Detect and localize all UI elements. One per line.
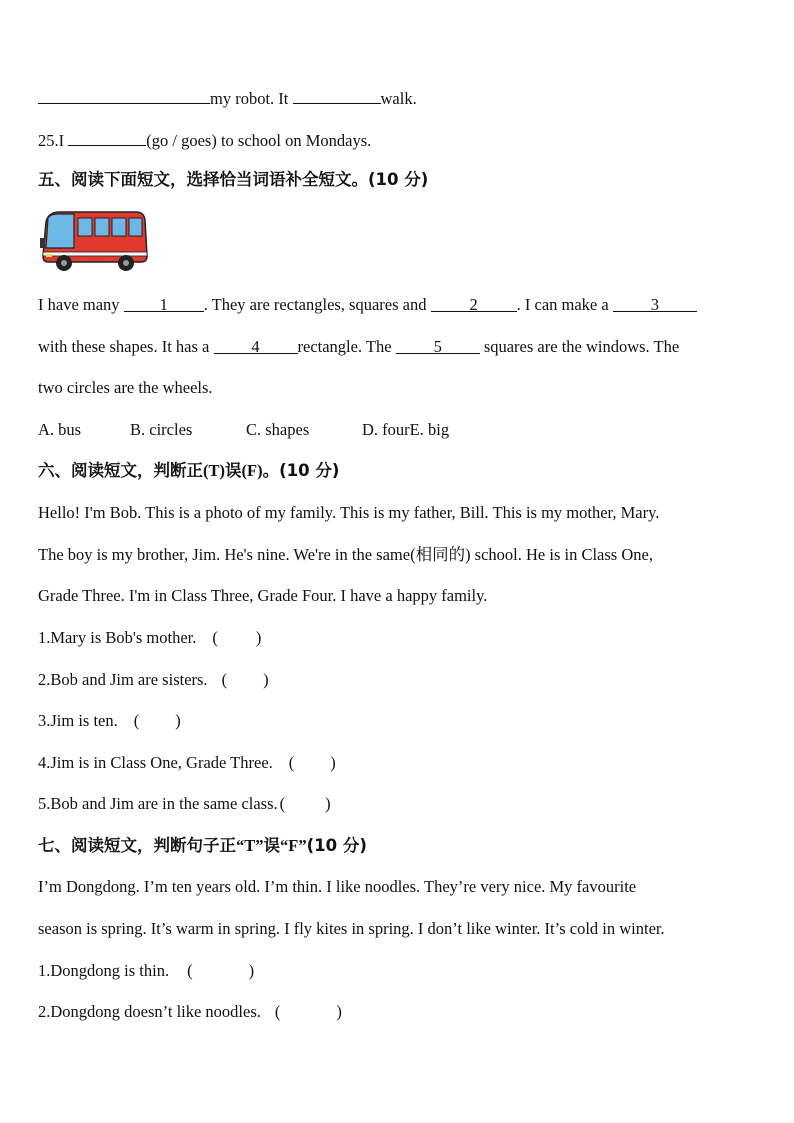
s6-item-2-text: 2.Bob and Jim are sisters.	[38, 670, 208, 689]
q24-text-b: walk.	[380, 89, 417, 108]
option-b[interactable]: B. circles	[130, 420, 193, 439]
s7-heading-b: 误	[263, 836, 281, 855]
s5-blank-4[interactable]	[214, 337, 298, 354]
s5-blank-2-num: 2	[469, 295, 478, 314]
s6-heading-c: 。(10 分)	[262, 461, 340, 480]
section5-heading: 五、阅读下面短文，选择恰当词语补全短文。(10 分)	[38, 170, 429, 189]
s5-text-1b: . They are rectangles, squares and	[203, 295, 431, 314]
s5-blank-5[interactable]	[396, 337, 480, 354]
s6-heading-f: (F)	[241, 461, 263, 480]
s6-answer-4[interactable]: ( )	[288, 753, 336, 772]
q24-blank-1[interactable]	[38, 87, 210, 104]
s6-item-5-text: 5.Bob and Jim are in the same class.	[38, 794, 278, 813]
s5-text-2a: with these shapes. It has a	[38, 337, 214, 356]
s6-item-2	[38, 670, 269, 690]
s6-item-4-text: 4.Jim is in Class One, Grade Three.	[38, 753, 273, 772]
section5-line-1	[38, 295, 697, 315]
section7-line-2: season is spring. It’s warm in spring. I fly kites in spring. I don’t like winter. It’s cold in winter.	[38, 919, 665, 938]
s6-answer-1[interactable]: ( )	[212, 628, 262, 647]
s7-item-1	[38, 961, 254, 981]
option-a[interactable]: A. bus	[38, 420, 82, 439]
s5-blank-3[interactable]	[613, 295, 697, 312]
q25-blank[interactable]	[68, 129, 146, 146]
q25-prefix: 25.I	[38, 131, 69, 150]
q24-text-a: my robot. It	[210, 89, 293, 108]
s5-blank-4-num: 4	[251, 337, 260, 356]
section5-options	[38, 420, 449, 440]
s7-heading-t: “T”	[236, 836, 264, 855]
s5-blank-3-num: 3	[650, 295, 659, 314]
s6-answer-2[interactable]: ( )	[221, 670, 269, 689]
section6-line-2: The boy is my brother, Jim. He's nine. We're in the same(相同的) school. He is in Class One,	[38, 545, 653, 564]
s6-item-3-text: 3.Jim is ten.	[38, 711, 118, 730]
section7-line-1: I’m Dongdong. I’m ten years old. I’m thin. I like noodles. They’re very nice. My favourite	[38, 877, 637, 896]
q25-suffix: (go / goes) to school on Mondays.	[146, 131, 372, 150]
section5-line-2	[38, 337, 679, 357]
s6-item-4	[38, 753, 336, 773]
s7-answer-1[interactable]: ( )	[187, 961, 255, 980]
option-c[interactable]: C. shapes	[246, 420, 310, 439]
s5-text-2b: rectangle. The	[297, 337, 396, 356]
s6-heading-b: 误	[225, 461, 242, 480]
bus-icon	[38, 208, 150, 274]
s7-item-2	[38, 1002, 342, 1022]
q24-line	[38, 87, 417, 109]
s7-answer-2[interactable]: ( )	[274, 1002, 342, 1021]
s7-heading-f: “F”	[280, 836, 307, 855]
s6-answer-3[interactable]: ( )	[133, 711, 181, 730]
section6-line-3: Grade Three. I'm in Class Three, Grade Four. I have a happy family.	[38, 586, 488, 605]
q24-blank-2[interactable]	[293, 87, 381, 104]
s7-heading-a: 七、阅读短文，判断句子正	[38, 836, 236, 855]
s6-item-5	[38, 794, 331, 814]
section6-heading	[38, 461, 339, 481]
bus-illustration	[38, 208, 150, 274]
s7-item-2-text: 2.Dongdong doesn’t like noodles.	[38, 1002, 261, 1021]
q25-line	[38, 129, 371, 151]
s5-blank-1[interactable]	[124, 295, 204, 312]
s6-item-1-text: 1.Mary is Bob's mother.	[38, 628, 197, 647]
s5-text-1c: . I can make a	[516, 295, 613, 314]
s5-text-2c: squares are the windows. The	[479, 337, 680, 356]
s6-item-1	[38, 628, 261, 648]
s6-heading-a: 六、阅读短文，判断正	[38, 461, 203, 480]
s5-blank-2[interactable]	[431, 295, 517, 312]
option-d[interactable]: D. fourE. big	[362, 420, 450, 439]
s7-item-1-text: 1.Dongdong is thin.	[38, 961, 170, 980]
s5-blank-5-num: 5	[433, 337, 442, 356]
section6-line-1: Hello! I'm Bob. This is a photo of my family. This is my father, Bill. This is my mother, Mary.	[38, 503, 660, 522]
s5-blank-1-num: 1	[159, 295, 168, 314]
section7-heading	[38, 836, 367, 856]
s6-answer-5[interactable]: ( )	[279, 794, 331, 813]
s6-heading-t: (T)	[203, 461, 225, 480]
s6-item-3	[38, 711, 181, 731]
s7-heading-c: (10 分)	[306, 836, 367, 855]
s5-text-1a: I have many	[38, 295, 124, 314]
section5-line-3: two circles are the wheels.	[38, 378, 213, 397]
